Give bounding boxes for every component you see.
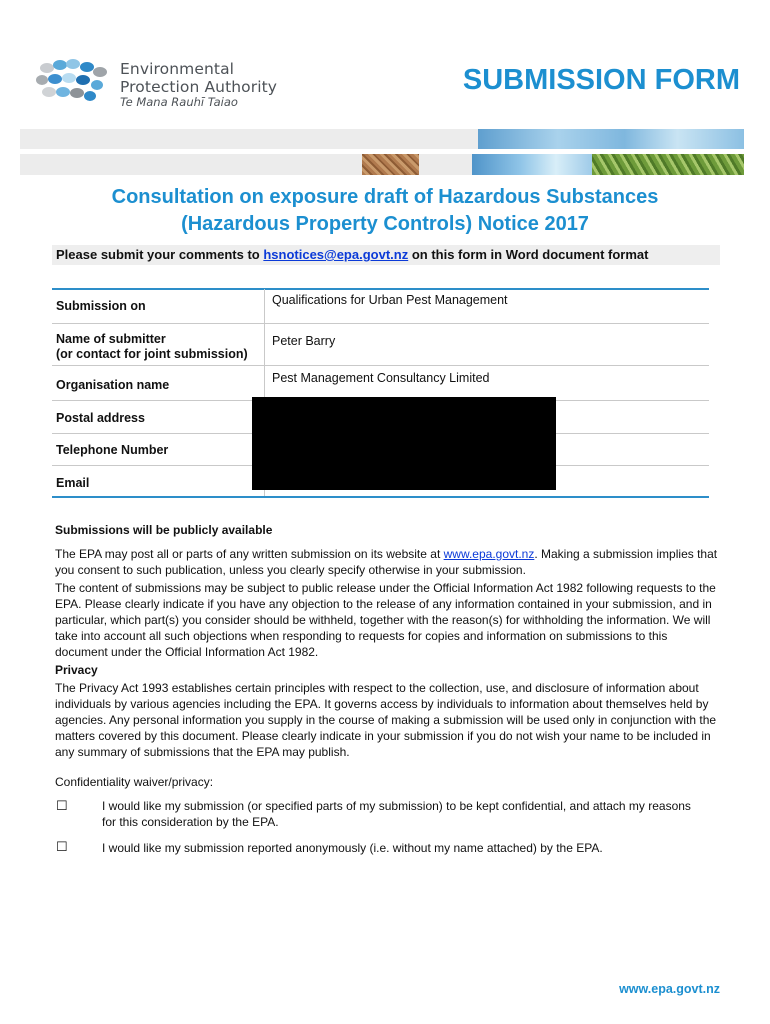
water-image xyxy=(478,129,744,149)
org-name-line1: Environmental xyxy=(120,60,235,78)
confidential-checkbox[interactable]: ☐ xyxy=(56,798,68,813)
footer-website-link[interactable]: www.epa.govt.nz xyxy=(619,982,720,996)
public-p1-before: The EPA may post all or parts of any written submission on its website at xyxy=(55,547,444,561)
anonymous-option-text: I would like my submission reported anonymously (i.e. without my name attached) by the EPA. xyxy=(102,841,603,855)
telephone-label: Telephone Number xyxy=(56,443,169,457)
banner-strip-top xyxy=(20,129,744,149)
row-divider xyxy=(52,323,709,324)
submission-on-value[interactable]: Qualifications for Urban Pest Management xyxy=(272,293,508,307)
organisation-value[interactable]: Pest Management Consultancy Limited xyxy=(272,371,490,385)
submission-email-link[interactable]: hsnotices@epa.govt.nz xyxy=(263,247,409,262)
privacy-heading: Privacy xyxy=(55,663,98,677)
consultation-title-line2: (Hazardous Property Controls) Notice 2017 xyxy=(181,213,589,235)
redaction-block xyxy=(252,397,556,490)
submitter-label-line1: Name of submitter xyxy=(56,332,166,346)
epa-logo-icon xyxy=(36,58,112,104)
submission-on-label: Submission on xyxy=(56,299,146,313)
table-bottom-rule xyxy=(52,496,709,498)
row-divider xyxy=(52,365,709,366)
submit-instruction-before: Please submit your comments to xyxy=(56,247,264,262)
public-paragraph-1 xyxy=(55,546,720,578)
submitter-label-line2: (or contact for joint submission) xyxy=(56,347,248,361)
submitter-value[interactable]: Peter Barry xyxy=(272,334,336,348)
anonymous-checkbox[interactable]: ☐ xyxy=(56,839,68,854)
soil-image xyxy=(362,154,419,175)
sky-image xyxy=(472,154,592,175)
public-paragraph-2: The content of submissions may be subject to public release under the Official Information Act 1982 following requests to the EPA. Please clearly indicate if you have any objection to the release of any information contained in your submission, and in particular, which part(s) you consider should be withheld, together with the reason(s) for withholding the information. We will take into account all such objections when responding to requests for copies and information on submissions to this document under the Official Information Act 1982. xyxy=(55,581,716,659)
org-name-line2: Protection Authority xyxy=(120,78,278,96)
confidentiality-label: Confidentiality waiver/privacy: xyxy=(55,775,214,789)
org-maori-name: Te Mana Rauhī Taiao xyxy=(120,95,238,109)
email-label: Email xyxy=(56,476,90,490)
privacy-paragraph: The Privacy Act 1993 establishes certain principles with respect to the collection, use, and disclosure of information about individuals by various agencies including the EPA. It governs access by individuals to information about themselves held by agencies. Any personal information you supply in the course of making a submission will be used only in conjunction with the matters covered by this document. Please clearly indicate in your submission if you do not wish your name to be included in any summary of submissions that the EPA may publish. xyxy=(55,681,717,759)
banner-strip-bottom xyxy=(20,154,744,175)
public-heading: Submissions will be publicly available xyxy=(55,523,273,537)
confidential-option-text: I would like my submission (or specified parts of my submission) to be kept confidential, and attach my reasons for this consideration by the EPA. xyxy=(102,799,691,829)
consultation-title-line1: Consultation on exposure draft of Hazardous Substances xyxy=(111,186,659,208)
postal-address-label: Postal address xyxy=(56,411,145,425)
consultation-title xyxy=(0,184,770,238)
form-title: SUBMISSION FORM xyxy=(462,64,740,96)
public-p1-after: . Making a submission implies that you consent to such publication, unless you clearly specify otherwise in your submission. xyxy=(55,547,718,577)
submit-instruction xyxy=(52,245,720,265)
submit-instruction-after: on this form in Word document format xyxy=(408,247,649,262)
organisation-label: Organisation name xyxy=(56,378,170,392)
table-top-rule xyxy=(52,288,709,290)
epa-website-link[interactable]: www.epa.govt.nz xyxy=(443,547,535,561)
fern-image xyxy=(592,154,744,175)
